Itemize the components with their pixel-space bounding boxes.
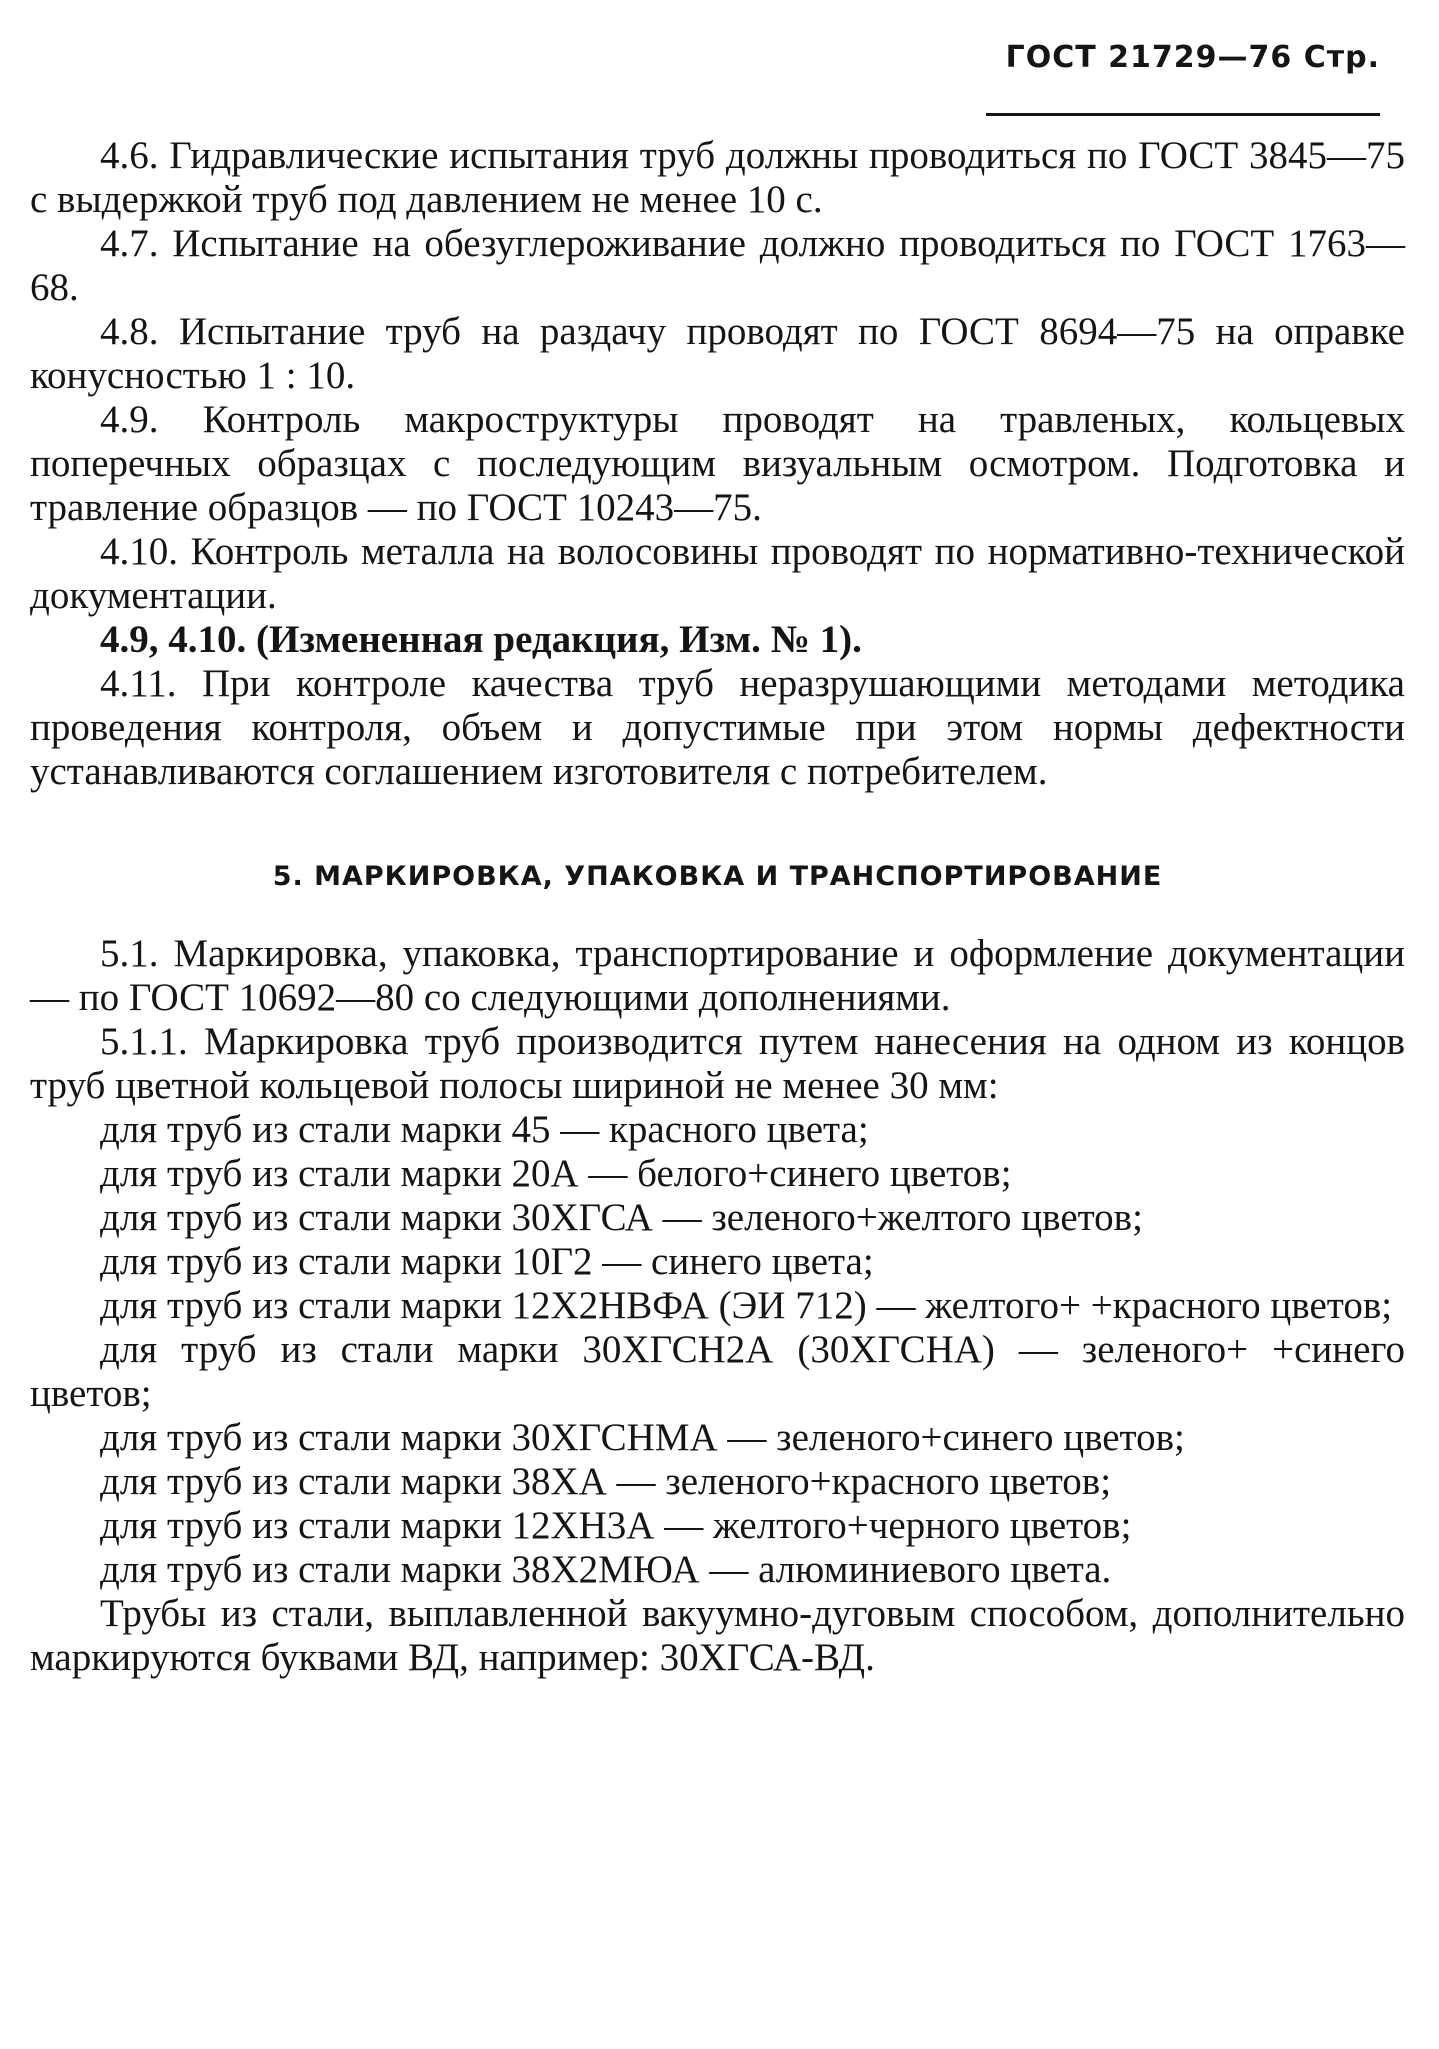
- paragraph-4-8: 4.8. Испытание труб на раздачу проводят по ГОСТ 8694—75 на оправке конусностью 1 : 10.: [30, 310, 1405, 397]
- paragraph-4-7: 4.7. Испытание на обезуглероживание должно проводиться по ГОСТ 1763—68.: [30, 222, 1405, 309]
- marking-item: для труб из стали марки 12Х2НВФА (ЭИ 712) — желтого+ +красного цветов;: [100, 1284, 1393, 1327]
- marking-item: для труб из стали марки 38Х2МЮА — алюминиевого цвета.: [100, 1548, 1112, 1591]
- marking-item: для труб из стали марки 10Г2 — синего цвета;: [100, 1240, 874, 1283]
- amendment-note: 4.9, 4.10. (Измененная редакция, Изм. № 1).: [100, 618, 862, 661]
- marking-item: для труб из стали марки 30ХГСН2А (30ХГСНА) — зеленого+ +синего цветов;: [30, 1328, 1405, 1415]
- header-rule: [986, 113, 1380, 116]
- paragraph-5-1: 5.1. Маркировка, упаковка, транспортирование и оформление документации — по ГОСТ 10692—80 со следующими дополнениями.: [30, 932, 1405, 1019]
- marking-item: для труб из стали марки 20А — белого+синего цветов;: [100, 1152, 1012, 1195]
- marking-item: для труб из стали марки 12ХН3А — желтого+черного цветов;: [100, 1504, 1132, 1547]
- marking-item: для труб из стали марки 45 — красного цвета;: [100, 1108, 869, 1151]
- paragraph-4-6: 4.6. Гидравлические испытания труб должны проводиться по ГОСТ 3845—75 с выдержкой труб под давлением не менее 10 с.: [30, 134, 1405, 221]
- paragraph-5-1-1: 5.1.1. Маркировка труб производится путем нанесения на одном из концов труб цветной кольцевой полосы шириной не менее 30 мм:: [30, 1020, 1405, 1107]
- document-body: [30, 134, 1405, 1680]
- paragraph-vd-marking: Трубы из стали, выплавленной вакуумно-дуговым способом, дополнительно маркируются буквами ВД, например: 30ХГСА-ВД.: [30, 1592, 1405, 1679]
- marking-item: для труб из стали марки 38ХА — зеленого+красного цветов;: [100, 1460, 1112, 1503]
- section-5-title: 5. МАРКИРОВКА, УПАКОВКА И ТРАНСПОРТИРОВАНИЕ: [272, 861, 1163, 892]
- paragraph-4-9: 4.9. Контроль макроструктуры проводят на травленых, кольцевых поперечных образцах с последующим визуальным осмотром. Подготовка и травление образцов — по ГОСТ 10243—75.: [30, 398, 1405, 529]
- paragraph-4-11: 4.11. При контроле качества труб неразрушающими методами методика проведения контроля, объем и допустимые при этом нормы дефектности устанавливаются соглашением изготовителя с потребителем.: [30, 662, 1405, 793]
- header-title: ГОСТ 21729—76 Стр.: [1005, 40, 1380, 75]
- marking-item: для труб из стали марки 30ХГСНМА — зеленого+синего цветов;: [100, 1416, 1185, 1459]
- marking-item: для труб из стали марки 30ХГСА — зеленого+желтого цветов;: [100, 1196, 1143, 1239]
- page-header: [986, 28, 1380, 116]
- paragraph-4-10: 4.10. Контроль металла на волосовины проводят по нормативно-технической документации.: [30, 530, 1405, 617]
